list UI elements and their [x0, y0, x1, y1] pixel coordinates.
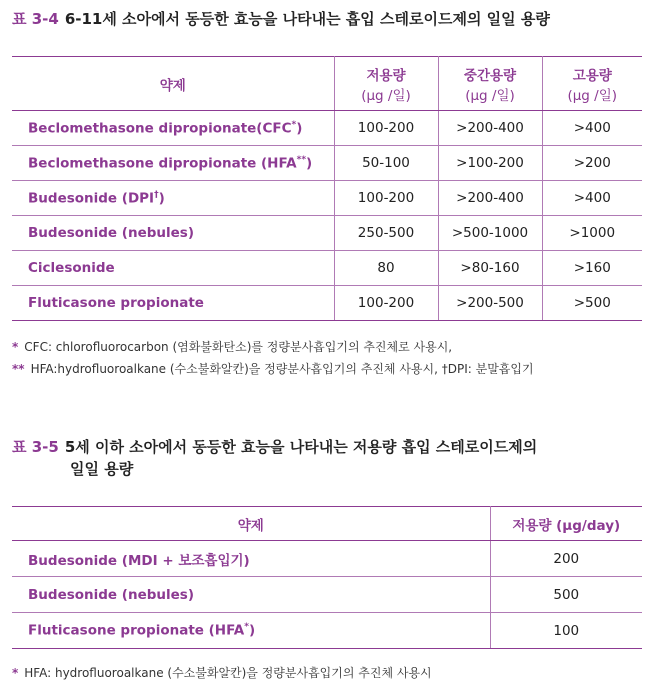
low-dose: 100-200 [334, 181, 438, 216]
table-row [12, 577, 642, 613]
table2-title-line1: 5세 이하 소아에서 동등한 효능을 나타내는 저용량 흡입 스테로이드제의 [64, 438, 538, 456]
table2 [12, 506, 642, 649]
drug-name [12, 577, 490, 613]
table-row [12, 613, 642, 649]
table-row [12, 111, 642, 146]
low-dose: 80 [334, 251, 438, 286]
drug-close: ) [158, 190, 165, 207]
drug-text: Fluticasone propionate (HFA [28, 622, 245, 639]
drug-close: ) [306, 155, 313, 172]
table1-header-high [542, 57, 642, 111]
drug-text: Beclomethasone dipropionate(CFC [28, 120, 292, 137]
table2-title [12, 436, 537, 480]
mid-dose: >200-400 [438, 111, 542, 146]
drug-name [12, 216, 334, 251]
low-dose: 100-200 [334, 286, 438, 321]
table1-header-mid [438, 57, 542, 111]
footnote-mark: ** [296, 154, 307, 165]
header-text: 고용량 [572, 67, 612, 84]
drug-close: ) [296, 120, 303, 137]
footnote-star: * [12, 666, 19, 680]
table1-header-drug [12, 57, 334, 111]
header-unit: (μg /일) [361, 87, 411, 104]
header-text: 중간용량 [463, 67, 517, 84]
table-row [12, 251, 642, 286]
header-unit: (μg /일) [567, 87, 618, 104]
high-dose: >500 [542, 286, 642, 321]
table1 [12, 56, 642, 321]
table1-title-text: 6-11세 소아에서 동등한 효능을 나타내는 흡입 스테로이드제의 일일 용량 [64, 10, 550, 28]
low-dose: 100-200 [334, 111, 438, 146]
drug-text: Beclomethasone dipropionate (HFA [28, 155, 297, 172]
table2-footnote [12, 662, 432, 684]
drug-close: ) [248, 622, 256, 639]
table2-header-low: 저용량 (μg/day) [490, 507, 642, 541]
high-dose: >1000 [542, 216, 642, 251]
high-dose: >160 [542, 251, 642, 286]
footnote-text: HFA: hydrofluoroalkane (수소불화알칸)을 정량분사흡입기의 추진체 사용시 [24, 666, 432, 680]
footnote-star: ** [12, 362, 25, 376]
table1-header-low [334, 57, 438, 111]
low-dose: 200 [490, 541, 642, 577]
low-dose: 50-100 [334, 146, 438, 181]
mid-dose: >100-200 [438, 146, 542, 181]
footnote-mark: * [244, 622, 249, 633]
footnote-text: HFA:hydrofluoroalkane (수소불화알칸)을 정량분사흡입기의 추진체 사용시, †DPI: 분말흡입기 [30, 362, 534, 376]
drug-name [12, 251, 334, 286]
drug-name [12, 613, 490, 649]
drug-text: Budesonide (DPI [28, 190, 155, 207]
header-text: 약제 [159, 77, 186, 94]
table1-footnote-2 [12, 358, 534, 380]
drug-text: Budesonide (MDI + 보조흡입기) [28, 552, 250, 569]
header-unit: (μg /일) [465, 87, 515, 104]
mid-dose: >80-160 [438, 251, 542, 286]
drug-text: Budesonide (nebules) [28, 586, 194, 603]
low-dose: 250-500 [334, 216, 438, 251]
footnote-star: * [12, 340, 19, 354]
header-text: 저용량 [366, 67, 406, 84]
mid-dose: >200-400 [438, 181, 542, 216]
drug-name [12, 111, 334, 146]
high-dose: >200 [542, 146, 642, 181]
high-dose: >400 [542, 111, 642, 146]
drug-text: Budesonide (nebules) [28, 225, 194, 241]
table1-footnote-1 [12, 336, 452, 358]
footnote-text: CFC: chlorofluorocarbon (염화불화탄소)를 정량분사흡입기의 추진체로 사용시, [24, 340, 453, 354]
low-dose: 500 [490, 577, 642, 613]
table1-label: 표 3-4 [12, 10, 59, 28]
table2-header-drug: 약제 [12, 507, 490, 541]
drug-name [12, 286, 334, 321]
table-row [12, 146, 642, 181]
table-row [12, 181, 642, 216]
mid-dose: >200-500 [438, 286, 542, 321]
footnote-mark: † [154, 189, 159, 200]
drug-name [12, 146, 334, 181]
table-row [12, 216, 642, 251]
footnote-mark: * [291, 119, 297, 130]
drug-name [12, 181, 334, 216]
low-dose: 100 [490, 613, 642, 649]
drug-text: Ciclesonide [28, 260, 115, 276]
high-dose: >400 [542, 181, 642, 216]
table-row [12, 541, 642, 577]
mid-dose: >500-1000 [438, 216, 542, 251]
table2-label: 표 3-5 [12, 438, 59, 456]
table-row [12, 286, 642, 321]
drug-name [12, 541, 490, 577]
drug-text: Fluticasone propionate [28, 295, 204, 311]
table1-title [12, 8, 550, 30]
table2-title-line2: 일일 용량 [70, 460, 134, 478]
